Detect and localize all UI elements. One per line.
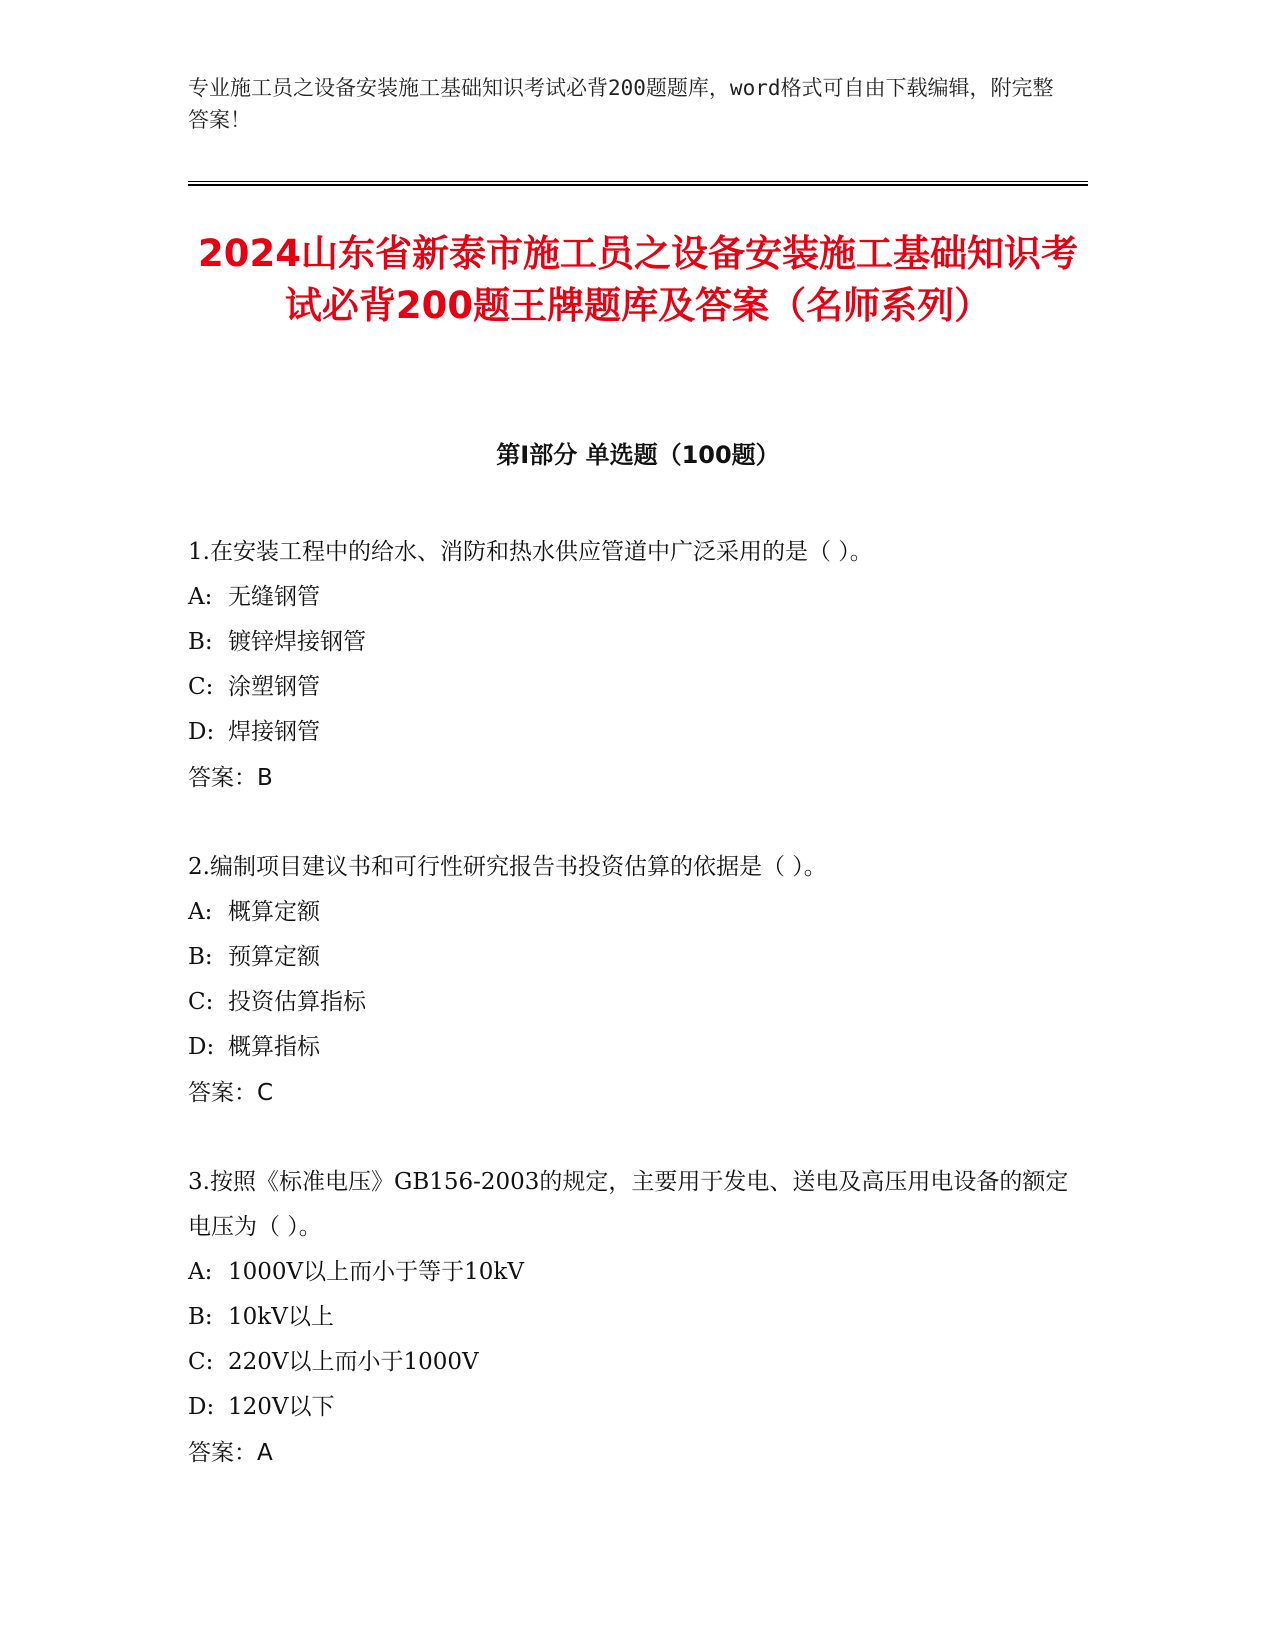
answer-value: A (257, 1440, 273, 1466)
option-text: 10kV以上 (228, 1304, 334, 1330)
option-text: 120V以下 (228, 1394, 335, 1420)
option-text: 焊接钢管 (228, 719, 320, 745)
answer-label: 答案： (188, 765, 257, 791)
option-a (188, 1250, 1078, 1295)
option-d (188, 1385, 1078, 1430)
option-text: 涂塑钢管 (228, 674, 320, 700)
answer-value: C (257, 1080, 274, 1106)
option-text: 投资估算指标 (228, 989, 366, 1015)
question-1 (188, 530, 1078, 801)
option-letter: B: (188, 944, 213, 970)
question-stem: 2.编制项目建议书和可行性研究报告书投资估算的依据是（ ）。 (188, 854, 827, 880)
option-letter: A: (188, 584, 213, 610)
question-stem: 3.按照《标准电压》GB156-2003的规定，主要用于发电、送电及高压用电设备的额定电压为（ ）。 (188, 1169, 1069, 1240)
option-letter: D: (188, 1394, 215, 1420)
option-text: 预算定额 (228, 944, 320, 970)
option-text: 1000V以上而小于等于10kV (228, 1259, 524, 1285)
section-heading: 第Ⅰ部分 单选题（100题） (496, 441, 780, 469)
answer-label: 答案： (188, 1440, 257, 1466)
answer-line (188, 755, 1078, 801)
option-b (188, 935, 1078, 980)
answer-value: B (257, 765, 273, 791)
option-letter: C: (188, 674, 214, 700)
question-2 (188, 845, 1078, 1116)
option-b (188, 620, 1078, 665)
question-3 (188, 1160, 1078, 1476)
option-letter: B: (188, 629, 213, 655)
option-a (188, 890, 1078, 935)
option-text: 220V以上而小于1000V (228, 1349, 479, 1375)
option-c (188, 1340, 1078, 1385)
option-c (188, 665, 1078, 710)
option-letter: D: (188, 719, 215, 745)
header-note: 专业施工员之设备安装施工基础知识考试必背200题题库，word格式可自由下载编辑，附完整答案！ (188, 76, 1054, 132)
header-divider-thick (188, 184, 1088, 186)
option-letter: D: (188, 1034, 215, 1060)
question-stem: 1.在安装工程中的给水、消防和热水供应管道中广泛采用的是（ ）。 (188, 539, 873, 565)
option-text: 无缝钢管 (228, 584, 320, 610)
option-c (188, 980, 1078, 1025)
option-text: 镀锌焊接钢管 (228, 629, 366, 655)
answer-label: 答案： (188, 1080, 257, 1106)
option-a (188, 575, 1078, 620)
option-d (188, 710, 1078, 755)
answer-line (188, 1430, 1078, 1476)
option-letter: A: (188, 1259, 213, 1285)
document-title: 2024山东省新泰市施工员之设备安装施工基础知识考试必背200题王牌题库及答案（名师系列） (198, 232, 1078, 327)
header-divider-thin (188, 181, 1088, 182)
option-b (188, 1295, 1078, 1340)
option-d (188, 1025, 1078, 1070)
option-letter: B: (188, 1304, 213, 1330)
answer-line (188, 1070, 1078, 1116)
option-letter: C: (188, 989, 214, 1015)
option-text: 概算指标 (228, 1034, 320, 1060)
option-letter: C: (188, 1349, 214, 1375)
option-text: 概算定额 (228, 899, 320, 925)
option-letter: A: (188, 899, 213, 925)
question-list (188, 530, 1078, 1520)
